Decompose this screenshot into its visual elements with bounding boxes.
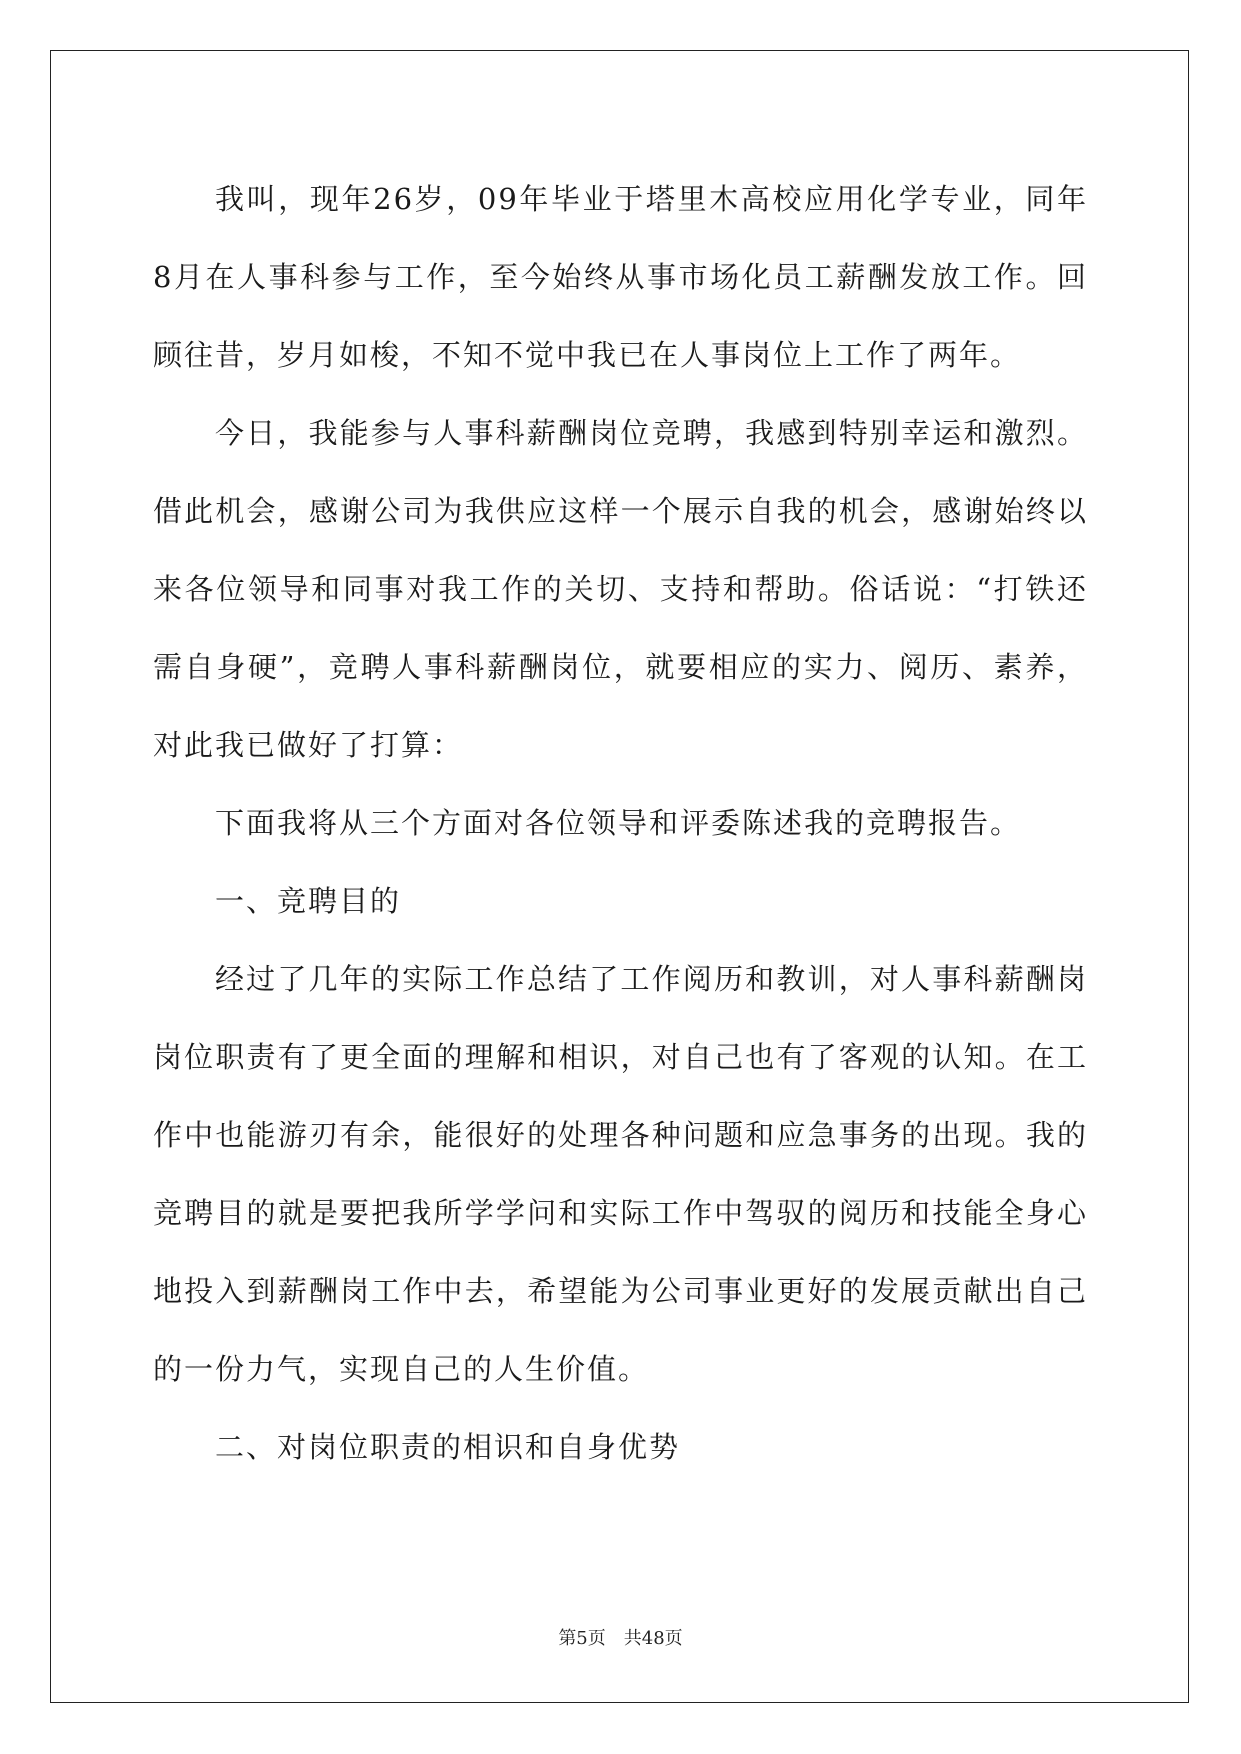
- paragraph-purpose: 经过了几年的实际工作总结了工作阅历和教训，对人事科薪酬岗岗位职责有了更全面的理解和相识，对自己也有了客观的认知。在工作中也能游刃有余，能很好的处理各种问题和应急事务的出现。我的竞聘目的就是要把我所学学问和实际工作中驾驭的阅历和技能全身心地投入到薪酬岗工作中去，希望能为公司事业更好的发展贡献出自己的一份力气，实现自己的人生价值。: [153, 962, 1088, 1386]
- paragraph-thanks: 今日，我能参与人事科薪酬岗位竞聘，我感到特别幸运和激烈。借此机会，感谢公司为我供应这样一个展示自我的机会，感谢始终以来各位领导和同事对我工作的关切、支持和帮助。俗话说：“打铁还需自身硬”，竞聘人事科薪酬岗位，就要相应的实力、阅历、素养，对此我已做好了打算：: [153, 416, 1088, 762]
- paragraph-intro: 我叫，现年26岁，09年毕业于塔里木高校应用化学专业，同年8月在人事科参与工作，至今始终从事市场化员工薪酬发放工作。回顾往昔，岁月如梭，不知不觉中我已在人事岗位上工作了两年。: [153, 182, 1088, 372]
- document-body: [153, 160, 1088, 1486]
- section-heading-purpose: 一、竞聘目的: [215, 884, 402, 918]
- page-footer: [0, 1624, 1241, 1650]
- page-number: 第5页: [558, 1628, 606, 1649]
- page-total: 共48页: [623, 1628, 683, 1649]
- paragraph-overview: 下面我将从三个方面对各位领导和评委陈述我的竞聘报告。: [215, 806, 1022, 840]
- section-heading-duties: 二、对岗位职责的相识和自身优势: [215, 1430, 681, 1464]
